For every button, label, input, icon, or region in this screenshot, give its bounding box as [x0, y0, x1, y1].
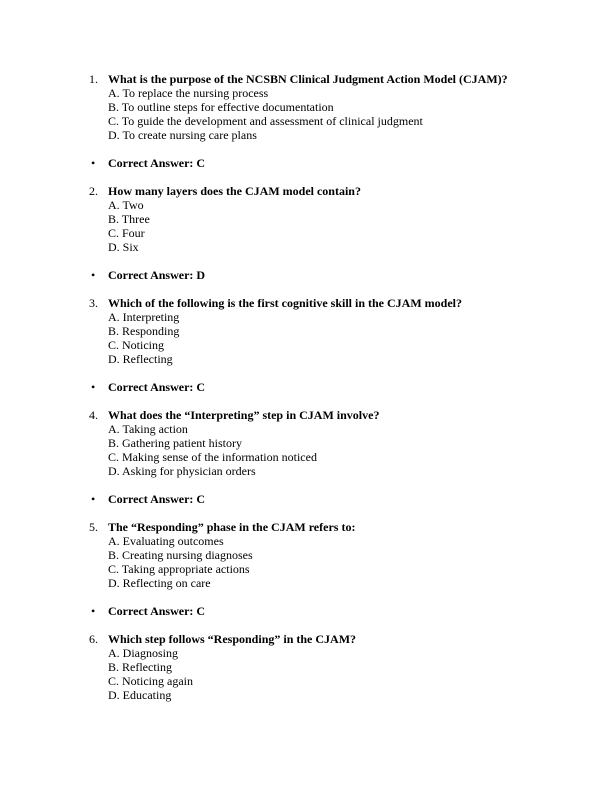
question-text: What is the purpose of the NCSBN Clinical Judgment Action Model (CJAM)? [108, 72, 508, 86]
bullet-icon: • [91, 268, 96, 282]
correct-answer [91, 492, 612, 506]
question-text: Which step follows “Responding” in the CJAM? [108, 632, 357, 646]
answer-option: D. Reflecting [108, 352, 173, 366]
answer-option: C. Four [108, 226, 145, 240]
answer-option: B. Creating nursing diagnoses [108, 548, 253, 562]
answer-option: A. Diagnosing [108, 646, 178, 660]
answer-option: C. Noticing [108, 338, 164, 352]
correct-answer [91, 268, 612, 282]
question-text: The “Responding” phase in the CJAM refers to: [108, 520, 356, 534]
answer-option: B. Gathering patient history [108, 436, 242, 450]
answer-option: A. Taking action [108, 422, 188, 436]
answer-option: B. Reflecting [108, 660, 172, 674]
correct-answer-text: Correct Answer: C [108, 492, 206, 506]
correct-answer [91, 380, 612, 394]
document-page [0, 72, 612, 702]
question-block [89, 520, 612, 590]
answer-option: B. To outline steps for effective documentation [108, 100, 334, 114]
correct-answer [91, 156, 612, 170]
answer-option: C. To guide the development and assessment of clinical judgment [108, 114, 423, 128]
answer-option: A. Interpreting [108, 310, 180, 324]
bullet-icon: • [91, 604, 96, 618]
answer-option: A. To replace the nursing process [108, 86, 269, 100]
answer-option: A. Two [108, 198, 144, 212]
answer-option: C. Noticing again [108, 674, 193, 688]
answer-option: A. Evaluating outcomes [108, 534, 224, 548]
answer-option: D. Asking for physician orders [108, 464, 256, 478]
bullet-icon: • [91, 380, 96, 394]
question-text: How many layers does the CJAM model contain? [108, 184, 361, 198]
correct-answer [91, 604, 612, 618]
question-text: Which of the following is the first cognitive skill in the CJAM model? [108, 296, 462, 310]
bullet-icon: • [91, 156, 96, 170]
correct-answer-text: Correct Answer: C [108, 156, 206, 170]
question-number: 1. [89, 72, 98, 86]
question-number: 4. [89, 408, 98, 422]
correct-answer-text: Correct Answer: C [108, 604, 206, 618]
bullet-icon: • [91, 492, 96, 506]
question-block [89, 184, 612, 254]
question-number: 3. [89, 296, 98, 310]
question-block [89, 408, 612, 478]
correct-answer-text: Correct Answer: D [108, 268, 206, 282]
question-block [89, 296, 612, 366]
question-block [89, 72, 612, 142]
answer-option: D. Reflecting on care [108, 576, 211, 590]
question-number: 2. [89, 184, 98, 198]
answer-option: B. Responding [108, 324, 180, 338]
question-text: What does the “Interpreting” step in CJAM involve? [108, 408, 380, 422]
answer-option: C. Taking appropriate actions [108, 562, 250, 576]
answer-option: B. Three [108, 212, 150, 226]
answer-option: D. Educating [108, 688, 172, 702]
answer-option: D. To create nursing care plans [108, 128, 257, 142]
correct-answer-text: Correct Answer: C [108, 380, 206, 394]
answer-option: D. Six [108, 240, 139, 254]
question-number: 6. [89, 632, 98, 646]
answer-option: C. Making sense of the information noticed [108, 450, 317, 464]
question-block [89, 632, 612, 702]
question-number: 5. [89, 520, 98, 534]
